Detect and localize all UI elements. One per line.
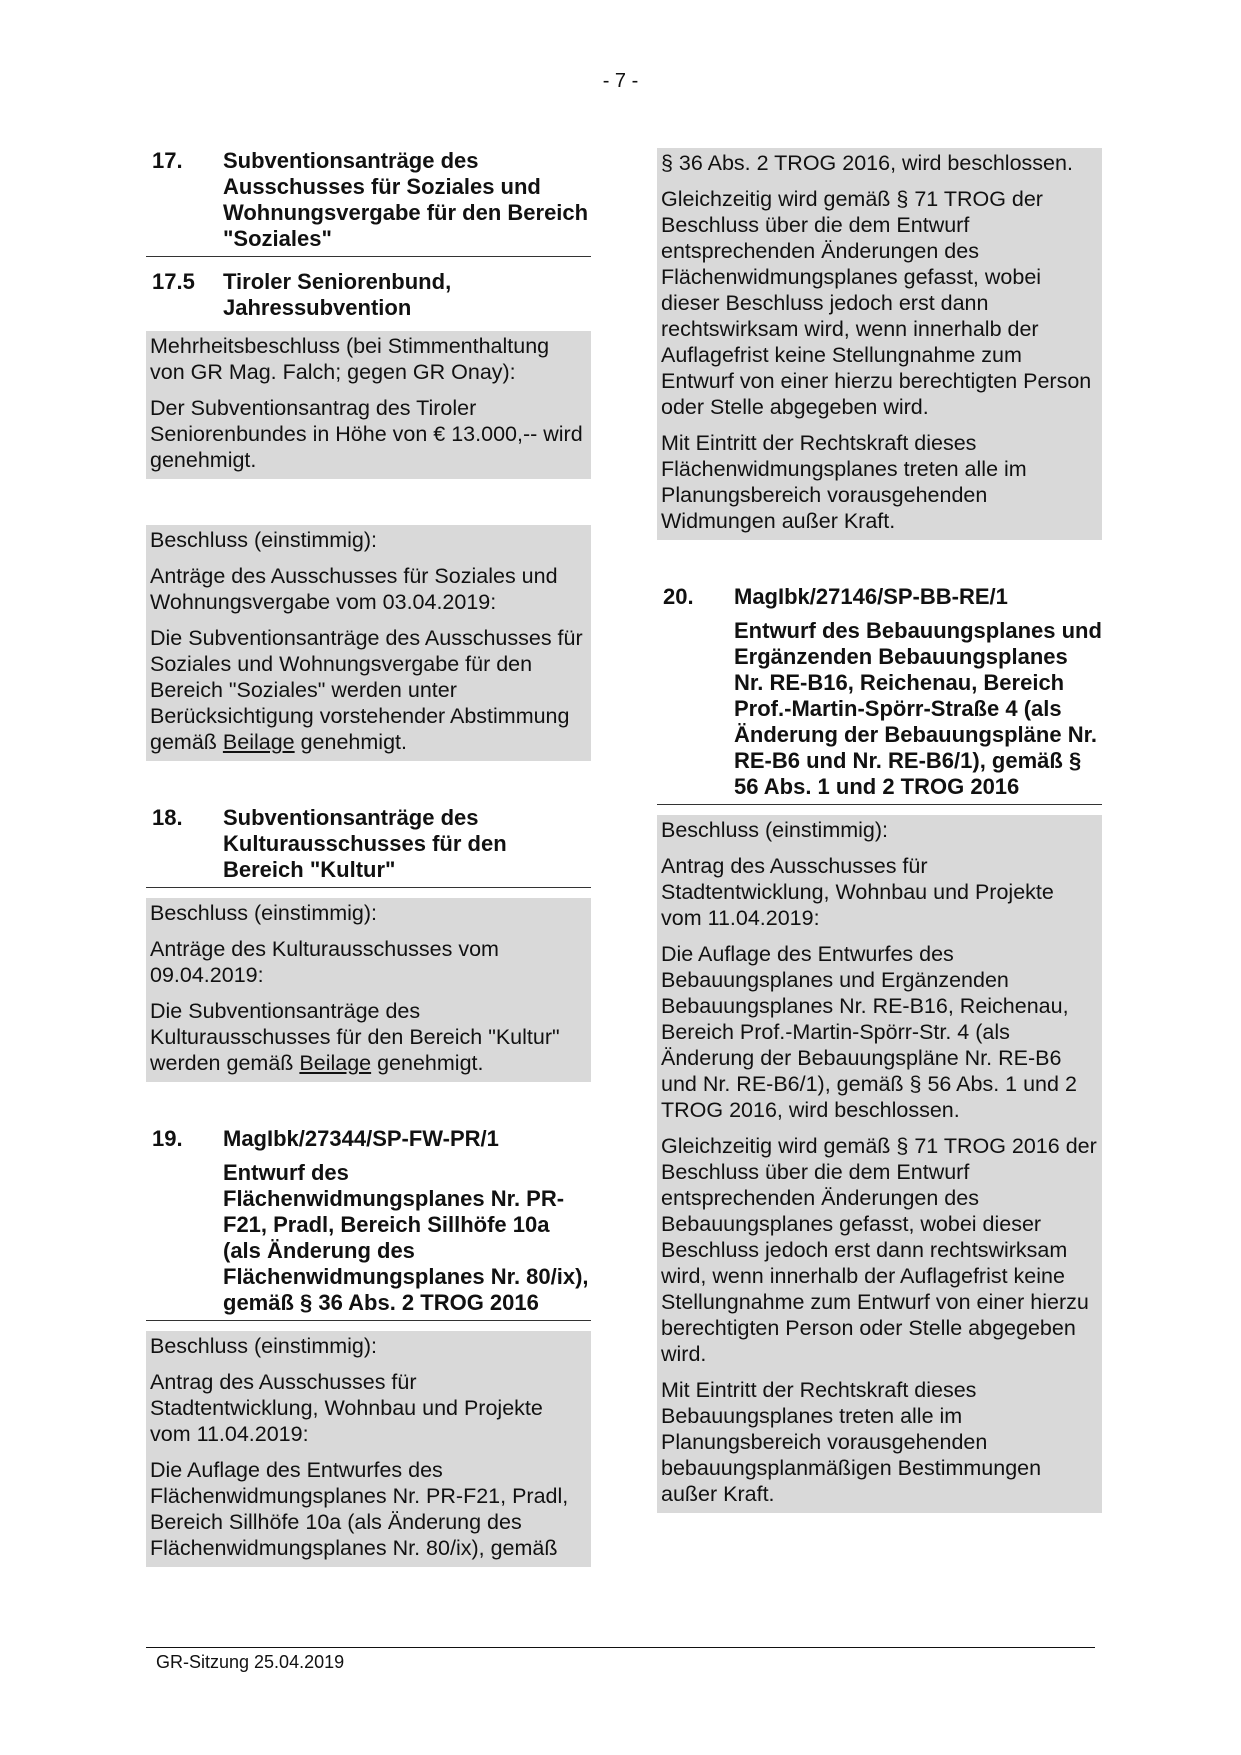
decision-text: Die Subventionsanträge des Ausschusses für Soziales und Wohnungsvergabe für den Bereich "Soziales" werden unter Berücksichtigung vorstehender Abstimmung gemäß Beilage genehmigt. (150, 626, 583, 754)
section-title: Entwurf des Flächenwidmungsplanes Nr. PR-F21, Pradl, Bereich Sillhöfe 10a (als Änderung des Flächenwidmungsplanes Nr. 80/ix), gemäß § 36 Abs. 2 TROG 2016 (223, 1160, 589, 1315)
decision-box-20 (657, 815, 1102, 1513)
section-code: MagIbk/27146/SP-BB-RE/1 (734, 584, 1008, 609)
decision-text: Gleichzeitig wird gemäß § 71 TROG 2016 der Beschluss über die dem Entwurf entsprechenden Änderungen des Bebauungsplanes gefasst, wobei dieser Beschluss jedoch erst dann rechtswirksam wird, wenn innerhalb der Auflagefrist keine Stellungnahme zum Entwurf von einer hierzu berechtigten Person oder Stelle abgegeben wird. (661, 1134, 1097, 1366)
decision-text: § 36 Abs. 2 TROG 2016, wird beschlossen. (661, 151, 1073, 175)
left-column (146, 148, 591, 1567)
decision-text: Die Auflage des Entwurfes des Bebauungsplanes und Ergänzenden Bebauungsplanes Nr. RE-B16, Reichenau, Bereich Prof.-Martin-Spörr-Str. 4 (als Änderung der Bebauungspläne Nr. RE-B6 und Nr. RE-B6/1), gemäß § 56 Abs. 1 und 2 TROG 2016, wird beschlossen. (661, 942, 1077, 1122)
decision-type: Beschluss (einstimmig): (661, 818, 888, 842)
section-code: MagIbk/27344/SP-FW-PR/1 (223, 1126, 499, 1151)
decision-text: Die Auflage des Entwurfes des Flächenwidmungsplanes Nr. PR-F21, Pradl, Bereich Sillhöfe 10a (als Änderung des Flächenwidmungsplanes Nr. 80/ix), gemäß (150, 1458, 569, 1560)
decision-box-17 (146, 525, 591, 761)
decision-text: Mit Eintritt der Rechtskraft dieses Bebauungsplanes treten alle im Planungsbereich vorausgehenden bebauungsplanmäßigen Bestimmungen außer Kraft. (661, 1378, 1042, 1506)
decision-box-19-continued (657, 148, 1102, 540)
section-17-heading (146, 148, 591, 257)
decision-box-19 (146, 1331, 591, 1567)
section-title: Subventionsanträge des Ausschusses für Soziales und Wohnungsvergabe für den Bereich "Soziales" (223, 148, 589, 251)
decision-text: Die Subventionsanträge des Kulturausschusses für den Bereich "Kultur" werden gemäß Beilage genehmigt. (150, 999, 560, 1075)
decision-text: Gleichzeitig wird gemäß § 71 TROG der Beschluss über die dem Entwurf entsprechenden Änderungen des Flächenwidmungsplanes gefasst, wobei dieser Beschluss jedoch erst dann rechtswirksam wird, wenn innerhalb der Auflagefrist keine Stellungnahme zum Entwurf von einer hierzu berechtigten Person oder Stelle abgegeben wird. (661, 187, 1092, 419)
section-number: 20. (663, 584, 694, 609)
decision-type: Beschluss (einstimmig): (150, 1334, 377, 1358)
section-title: Subventionsanträge des Kulturausschusses für den Bereich "Kultur" (223, 805, 507, 882)
decision-basis: Antrag des Ausschusses für Stadtentwicklung, Wohnbau und Projekte vom 11.04.2019: (661, 854, 1054, 930)
right-column (657, 148, 1102, 1513)
footer-rule (146, 1647, 1095, 1648)
decision-basis: Antrag des Ausschusses für Stadtentwicklung, Wohnbau und Projekte vom 11.04.2019: (150, 1370, 543, 1446)
decision-box-18 (146, 898, 591, 1082)
footer-text: GR-Sitzung 25.04.2019 (156, 1652, 345, 1672)
decision-text: Mit Eintritt der Rechtskraft dieses Flächenwidmungsplanes treten alle im Planungsbereich vorausgehenden Widmungen außer Kraft. (661, 431, 1027, 533)
decision-type: Beschluss (einstimmig): (150, 901, 377, 925)
page-number: - 7 - (602, 70, 639, 92)
decision-box-17-5 (146, 331, 591, 479)
section-title: Entwurf des Bebauungsplanes und Ergänzenden Bebauungsplanes Nr. RE-B16, Reichenau, Bereich Prof.-Martin-Spörr-Straße 4 (als Änderung der Bebauungspläne Nr. RE-B6 und Nr. RE-B6/1), gemäß § 56 Abs. 1 und 2 TROG 2016 (734, 618, 1102, 799)
section-number: 17.5 (152, 269, 195, 294)
section-number: 17. (152, 148, 183, 173)
section-17-5-heading (146, 269, 591, 325)
decision-basis: Anträge des Kulturausschusses vom 09.04.2019: (150, 937, 499, 987)
decision-type: Beschluss (einstimmig): (150, 528, 377, 552)
section-title: Tiroler Seniorenbund, Jahressubvention (223, 269, 452, 320)
decision-type: Mehrheitsbeschluss (bei Stimmenthaltung von GR Mag. Falch; gegen GR Onay): (150, 334, 550, 384)
decision-basis: Anträge des Ausschusses für Soziales und Wohnungsvergabe vom 03.04.2019: (150, 564, 558, 614)
section-19-heading (146, 1126, 591, 1321)
decision-text: Der Subventionsantrag des Tiroler Seniorenbundes in Höhe von € 13.000,-- wird genehmigt. (150, 396, 583, 472)
beilage-link[interactable]: Beilage (299, 1051, 372, 1075)
beilage-link[interactable]: Beilage (222, 730, 295, 754)
section-number: 18. (152, 805, 183, 830)
section-20-heading (657, 584, 1102, 805)
section-18-heading (146, 805, 591, 888)
section-number: 19. (152, 1126, 183, 1151)
